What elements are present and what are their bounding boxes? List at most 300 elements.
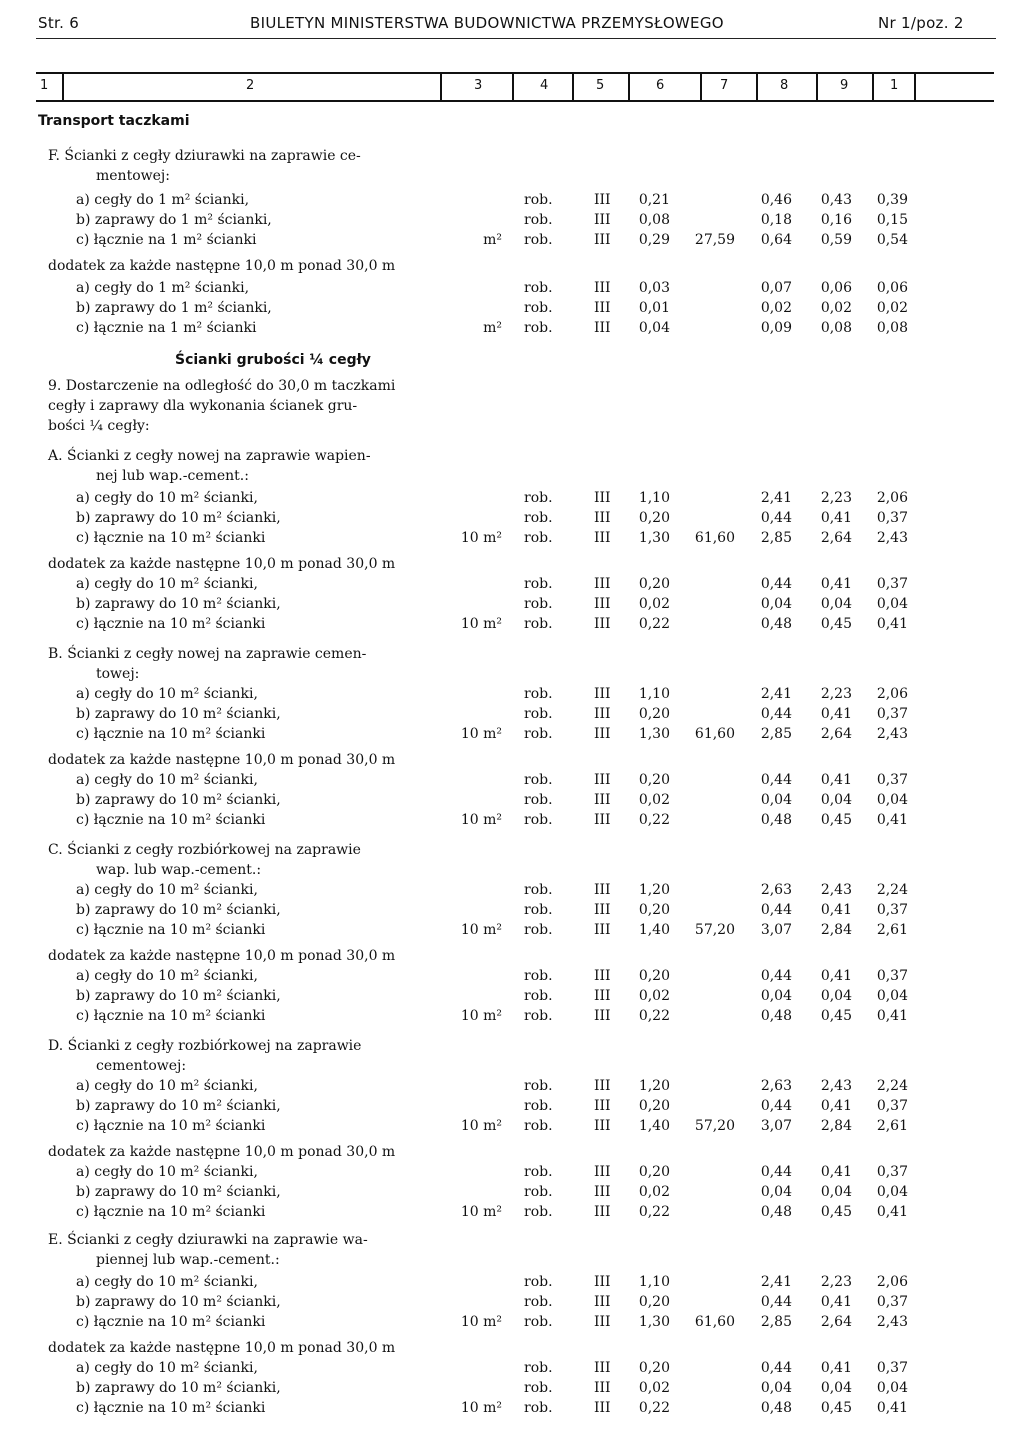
value-col8: 2,41 xyxy=(760,686,792,702)
value-col6: 1,30 xyxy=(638,530,670,546)
value-col6: 0,03 xyxy=(638,280,670,296)
table-row xyxy=(0,418,1024,438)
section-label: Transport taczkami xyxy=(38,113,190,129)
value-col8: 0,44 xyxy=(760,576,792,592)
table-row xyxy=(0,1340,1024,1360)
table-row xyxy=(0,948,1024,968)
value-col8: 2,85 xyxy=(760,1314,792,1330)
value-col10: 0,37 xyxy=(876,1294,908,1310)
row-description: E. Ścianki z cegły dziurawki na zaprawie wa- xyxy=(48,1232,368,1248)
value-col10: 0,41 xyxy=(876,812,908,828)
category: III xyxy=(594,1204,611,1220)
row-description: c) łącznie na 1 m² ścianki xyxy=(76,320,257,336)
unit: 10 m² xyxy=(460,1314,502,1330)
category: III xyxy=(594,922,611,938)
work-type: rob. xyxy=(524,596,553,612)
value-col6: 0,02 xyxy=(638,596,670,612)
table-row xyxy=(0,752,1024,772)
value-col9: 0,59 xyxy=(820,232,852,248)
value-col9: 2,23 xyxy=(820,1274,852,1290)
unit: 10 m² xyxy=(460,1008,502,1024)
value-col9: 0,16 xyxy=(820,212,852,228)
table-row xyxy=(0,168,1024,188)
row-description: dodatek za każde następne 10,0 m ponad 30,0 m xyxy=(48,258,396,274)
category: III xyxy=(594,320,611,336)
value-col8: 0,04 xyxy=(760,1184,792,1200)
value-col6: 0,20 xyxy=(638,510,670,526)
value-col10: 0,06 xyxy=(876,280,908,296)
value-col6: 1,30 xyxy=(638,726,670,742)
value-col6: 0,02 xyxy=(638,988,670,1004)
column-separator xyxy=(700,74,702,100)
issue-number: Nr 1/poz. 2 xyxy=(878,14,964,32)
table-row xyxy=(0,666,1024,686)
row-description: c) łącznie na 10 m² ścianki xyxy=(76,726,266,742)
work-type: rob. xyxy=(524,1098,553,1114)
row-description: b) zaprawy do 10 m² ścianki, xyxy=(76,792,281,808)
value-col8: 0,04 xyxy=(760,792,792,808)
row-description: c) łącznie na 10 m² ścianki xyxy=(76,1118,266,1134)
value-col9: 0,45 xyxy=(820,1204,852,1220)
unit: 10 m² xyxy=(460,812,502,828)
value-col9: 0,41 xyxy=(820,968,852,984)
row-description: bości ¼ cegły: xyxy=(48,418,150,434)
table-row xyxy=(0,1400,1024,1420)
row-description: A. Ścianki z cegły nowej na zaprawie wapien- xyxy=(48,448,371,464)
value-col8: 0,48 xyxy=(760,616,792,632)
value-col10: 0,54 xyxy=(876,232,908,248)
row-description: nej lub wap.-cement.: xyxy=(96,468,249,484)
column-number: 5 xyxy=(596,78,605,93)
category: III xyxy=(594,902,611,918)
row-description: b) zaprawy do 1 m² ścianki, xyxy=(76,212,272,228)
value-col10: 0,08 xyxy=(876,320,908,336)
table-row xyxy=(0,1274,1024,1294)
value-col9: 0,41 xyxy=(820,706,852,722)
table-row xyxy=(0,1118,1024,1138)
value-col8: 0,64 xyxy=(760,232,792,248)
value-col8: 0,04 xyxy=(760,1380,792,1396)
value-col9: 0,41 xyxy=(820,902,852,918)
value-col10: 0,37 xyxy=(876,968,908,984)
row-description: cementowej: xyxy=(96,1058,187,1074)
work-type: rob. xyxy=(524,1360,553,1376)
value-col8: 0,02 xyxy=(760,300,792,316)
table-row xyxy=(0,468,1024,488)
value-col10: 0,04 xyxy=(876,1184,908,1200)
header-rule xyxy=(36,38,996,39)
work-type: rob. xyxy=(524,1204,553,1220)
table-row xyxy=(0,490,1024,510)
value-col8: 0,07 xyxy=(760,280,792,296)
work-type: rob. xyxy=(524,510,553,526)
table-row xyxy=(0,148,1024,168)
value-col8: 0,44 xyxy=(760,1360,792,1376)
table-row xyxy=(0,988,1024,1008)
category: III xyxy=(594,1360,611,1376)
table-row xyxy=(0,922,1024,942)
work-type: rob. xyxy=(524,530,553,546)
work-type: rob. xyxy=(524,232,553,248)
table-row xyxy=(0,1204,1024,1224)
value-col10: 2,61 xyxy=(876,922,908,938)
row-description: c) łącznie na 10 m² ścianki xyxy=(76,1008,266,1024)
row-description: a) cegły do 10 m² ścianki, xyxy=(76,1078,258,1094)
work-type: rob. xyxy=(524,686,553,702)
table-row xyxy=(0,1252,1024,1272)
value-col10: 2,43 xyxy=(876,726,908,742)
table-row xyxy=(0,398,1024,418)
row-description: a) cegły do 1 m² ścianki, xyxy=(76,192,250,208)
value-col10: 2,43 xyxy=(876,530,908,546)
value-col8: 0,44 xyxy=(760,1164,792,1180)
work-type: rob. xyxy=(524,988,553,1004)
work-type: rob. xyxy=(524,1008,553,1024)
value-col9: 0,45 xyxy=(820,1008,852,1024)
row-description: a) cegły do 10 m² ścianki, xyxy=(76,968,258,984)
column-separator xyxy=(62,74,64,100)
value-col9: 0,41 xyxy=(820,576,852,592)
row-description: c) łącznie na 10 m² ścianki xyxy=(76,1400,266,1416)
value-col6: 1,40 xyxy=(638,1118,670,1134)
table-row xyxy=(0,792,1024,812)
category: III xyxy=(594,1400,611,1416)
column-number: 1 xyxy=(890,78,899,93)
column-number: 9 xyxy=(840,78,849,93)
table-row xyxy=(0,280,1024,300)
value-col10: 0,15 xyxy=(876,212,908,228)
table-row xyxy=(0,686,1024,706)
work-type: rob. xyxy=(524,192,553,208)
category: III xyxy=(594,1184,611,1200)
row-description: b) zaprawy do 10 m² ścianki, xyxy=(76,596,281,612)
row-description: b) zaprawy do 10 m² ścianki, xyxy=(76,1098,281,1114)
value-col9: 0,45 xyxy=(820,812,852,828)
table-row xyxy=(0,1058,1024,1078)
value-col8: 0,44 xyxy=(760,902,792,918)
table-row xyxy=(0,232,1024,252)
value-col7: 57,20 xyxy=(694,1118,735,1134)
row-description: a) cegły do 10 m² ścianki, xyxy=(76,686,258,702)
work-type: rob. xyxy=(524,1380,553,1396)
value-col9: 0,04 xyxy=(820,792,852,808)
value-col8: 2,41 xyxy=(760,1274,792,1290)
category: III xyxy=(594,232,611,248)
column-separator xyxy=(756,74,758,100)
work-type: rob. xyxy=(524,812,553,828)
row-description: a) cegły do 1 m² ścianki, xyxy=(76,280,250,296)
category: III xyxy=(594,1294,611,1310)
row-description: c) łącznie na 10 m² ścianki xyxy=(76,812,266,828)
value-col8: 0,48 xyxy=(760,812,792,828)
value-col7: 61,60 xyxy=(694,530,735,546)
row-description: b) zaprawy do 1 m² ścianki, xyxy=(76,300,272,316)
value-col10: 0,39 xyxy=(876,192,908,208)
value-col6: 0,20 xyxy=(638,772,670,788)
value-col6: 0,22 xyxy=(638,1400,670,1416)
category: III xyxy=(594,300,611,316)
value-col7: 61,60 xyxy=(694,726,735,742)
value-col9: 0,45 xyxy=(820,616,852,632)
category: III xyxy=(594,1314,611,1330)
value-col8: 0,48 xyxy=(760,1400,792,1416)
table-row xyxy=(0,448,1024,468)
unit: 10 m² xyxy=(460,1400,502,1416)
value-col8: 0,04 xyxy=(760,988,792,1004)
value-col6: 1,30 xyxy=(638,1314,670,1330)
category: III xyxy=(594,1098,611,1114)
column-separator xyxy=(512,74,514,100)
table-row xyxy=(0,646,1024,666)
work-type: rob. xyxy=(524,706,553,722)
row-description: b) zaprawy do 10 m² ścianki, xyxy=(76,510,281,526)
row-description: dodatek za każde następne 10,0 m ponad 30,0 m xyxy=(48,948,396,964)
table-row xyxy=(0,1098,1024,1118)
value-col6: 0,22 xyxy=(638,1008,670,1024)
table-row xyxy=(0,258,1024,278)
category: III xyxy=(594,1118,611,1134)
value-col10: 2,43 xyxy=(876,1314,908,1330)
work-type: rob. xyxy=(524,1184,553,1200)
value-col10: 0,37 xyxy=(876,1164,908,1180)
publication-title: BIULETYN MINISTERSTWA BUDOWNICTWA PRZEMYSŁOWEGO xyxy=(250,14,724,32)
work-type: rob. xyxy=(524,1314,553,1330)
value-col9: 0,41 xyxy=(820,510,852,526)
value-col9: 0,02 xyxy=(820,300,852,316)
value-col9: 2,64 xyxy=(820,530,852,546)
value-col8: 0,04 xyxy=(760,596,792,612)
value-col6: 0,20 xyxy=(638,1294,670,1310)
table-row xyxy=(0,812,1024,832)
column-separator xyxy=(572,74,574,100)
value-col9: 0,41 xyxy=(820,1360,852,1376)
row-description: Ścianki grubości ¼ cegły xyxy=(175,352,371,368)
value-col9: 2,84 xyxy=(820,922,852,938)
value-col8: 2,63 xyxy=(760,882,792,898)
value-col8: 0,18 xyxy=(760,212,792,228)
work-type: rob. xyxy=(524,882,553,898)
category: III xyxy=(594,792,611,808)
work-type: rob. xyxy=(524,792,553,808)
value-col9: 0,04 xyxy=(820,596,852,612)
value-col10: 0,41 xyxy=(876,616,908,632)
category: III xyxy=(594,968,611,984)
value-col6: 0,20 xyxy=(638,706,670,722)
value-col6: 0,20 xyxy=(638,902,670,918)
value-col6: 0,20 xyxy=(638,1164,670,1180)
category: III xyxy=(594,1008,611,1024)
category: III xyxy=(594,1164,611,1180)
column-number: 2 xyxy=(246,78,255,93)
row-description: a) cegły do 10 m² ścianki, xyxy=(76,1274,258,1290)
row-description: c) łącznie na 10 m² ścianki xyxy=(76,530,266,546)
table-row xyxy=(0,1164,1024,1184)
row-description: a) cegły do 10 m² ścianki, xyxy=(76,882,258,898)
column-number: 3 xyxy=(474,78,483,93)
row-description: b) zaprawy do 10 m² ścianki, xyxy=(76,1184,281,1200)
row-description: b) zaprawy do 10 m² ścianki, xyxy=(76,988,281,1004)
table-row xyxy=(0,596,1024,616)
category: III xyxy=(594,530,611,546)
category: III xyxy=(594,616,611,632)
table-row xyxy=(0,1380,1024,1400)
value-col8: 0,44 xyxy=(760,1294,792,1310)
value-col6: 0,02 xyxy=(638,1184,670,1200)
row-description: a) cegły do 10 m² ścianki, xyxy=(76,576,258,592)
work-type: rob. xyxy=(524,1274,553,1290)
value-col6: 0,22 xyxy=(638,1204,670,1220)
value-col10: 0,41 xyxy=(876,1008,908,1024)
page-number: Str. 6 xyxy=(38,14,80,32)
value-col10: 0,37 xyxy=(876,706,908,722)
value-col6: 0,20 xyxy=(638,1360,670,1376)
row-description: piennej lub wap.-cement.: xyxy=(96,1252,280,1268)
value-col8: 0,48 xyxy=(760,1204,792,1220)
value-col6: 1,10 xyxy=(638,686,670,702)
work-type: rob. xyxy=(524,902,553,918)
work-type: rob. xyxy=(524,280,553,296)
row-description: b) zaprawy do 10 m² ścianki, xyxy=(76,1380,281,1396)
work-type: rob. xyxy=(524,726,553,742)
work-type: rob. xyxy=(524,922,553,938)
value-col8: 2,85 xyxy=(760,530,792,546)
value-col9: 2,43 xyxy=(820,1078,852,1094)
unit: 10 m² xyxy=(460,1118,502,1134)
value-col10: 2,06 xyxy=(876,1274,908,1290)
table-row xyxy=(0,1038,1024,1058)
category: III xyxy=(594,192,611,208)
value-col6: 0,29 xyxy=(638,232,670,248)
row-description: C. Ścianki z cegły rozbiórkowej na zaprawie xyxy=(48,842,361,858)
unit: m² xyxy=(483,232,502,248)
row-description: dodatek za każde następne 10,0 m ponad 30,0 m xyxy=(48,752,396,768)
value-col6: 0,02 xyxy=(638,792,670,808)
table-row xyxy=(0,842,1024,862)
value-col9: 0,04 xyxy=(820,1380,852,1396)
value-col9: 0,45 xyxy=(820,1400,852,1416)
value-col8: 3,07 xyxy=(760,922,792,938)
value-col10: 0,02 xyxy=(876,300,908,316)
row-description: B. Ścianki z cegły nowej na zaprawie cemen- xyxy=(48,646,367,662)
row-description: c) łącznie na 10 m² ścianki xyxy=(76,616,266,632)
category: III xyxy=(594,686,611,702)
table-row xyxy=(0,300,1024,320)
unit: 10 m² xyxy=(460,530,502,546)
table-row xyxy=(0,212,1024,232)
value-col8: 2,85 xyxy=(760,726,792,742)
table-row xyxy=(0,726,1024,746)
category: III xyxy=(594,706,611,722)
value-col6: 0,20 xyxy=(638,576,670,592)
column-number: 1 xyxy=(40,78,49,93)
page-header xyxy=(0,0,1024,60)
value-col10: 0,41 xyxy=(876,1400,908,1416)
value-col8: 0,09 xyxy=(760,320,792,336)
value-col6: 0,21 xyxy=(638,192,670,208)
table-row xyxy=(0,576,1024,596)
column-separator xyxy=(872,74,874,100)
work-type: rob. xyxy=(524,1400,553,1416)
value-col8: 0,44 xyxy=(760,510,792,526)
value-col8: 0,44 xyxy=(760,772,792,788)
value-col6: 0,20 xyxy=(638,968,670,984)
table-row xyxy=(0,882,1024,902)
row-description: b) zaprawy do 10 m² ścianki, xyxy=(76,1294,281,1310)
category: III xyxy=(594,280,611,296)
row-description: 9. Dostarczenie na odległość do 30,0 m taczkami xyxy=(48,378,396,394)
value-col10: 0,04 xyxy=(876,596,908,612)
work-type: rob. xyxy=(524,490,553,506)
work-type: rob. xyxy=(524,1164,553,1180)
value-col9: 2,43 xyxy=(820,882,852,898)
value-col6: 1,20 xyxy=(638,882,670,898)
value-col8: 0,48 xyxy=(760,1008,792,1024)
value-col6: 1,40 xyxy=(638,922,670,938)
table-row xyxy=(0,1144,1024,1164)
category: III xyxy=(594,812,611,828)
row-description: a) cegły do 10 m² ścianki, xyxy=(76,490,258,506)
column-separator xyxy=(914,74,916,100)
value-col10: 2,24 xyxy=(876,882,908,898)
category: III xyxy=(594,726,611,742)
work-type: rob. xyxy=(524,772,553,788)
value-col6: 0,02 xyxy=(638,1380,670,1396)
work-type: rob. xyxy=(524,616,553,632)
value-col6: 1,10 xyxy=(638,1274,670,1290)
work-type: rob. xyxy=(524,968,553,984)
value-col8: 2,63 xyxy=(760,1078,792,1094)
value-col9: 0,41 xyxy=(820,1294,852,1310)
value-col9: 0,41 xyxy=(820,1098,852,1114)
row-description: dodatek za każde następne 10,0 m ponad 30,0 m xyxy=(48,1144,396,1160)
value-col8: 3,07 xyxy=(760,1118,792,1134)
table-row xyxy=(0,1294,1024,1314)
value-col9: 0,04 xyxy=(820,988,852,1004)
value-col7: 57,20 xyxy=(694,922,735,938)
table-row xyxy=(0,616,1024,636)
value-col8: 0,44 xyxy=(760,968,792,984)
value-col7: 61,60 xyxy=(694,1314,735,1330)
table-row xyxy=(0,530,1024,550)
table-row xyxy=(0,378,1024,398)
value-col6: 0,04 xyxy=(638,320,670,336)
value-col8: 0,46 xyxy=(760,192,792,208)
value-col9: 0,04 xyxy=(820,1184,852,1200)
value-col9: 0,41 xyxy=(820,1164,852,1180)
value-col10: 2,06 xyxy=(876,686,908,702)
unit: m² xyxy=(483,320,502,336)
table-row xyxy=(0,706,1024,726)
row-description: mentowej: xyxy=(96,168,170,184)
work-type: rob. xyxy=(524,1078,553,1094)
value-col8: 0,44 xyxy=(760,1098,792,1114)
unit: 10 m² xyxy=(460,922,502,938)
value-col9: 2,23 xyxy=(820,686,852,702)
row-description: a) cegły do 10 m² ścianki, xyxy=(76,1164,258,1180)
category: III xyxy=(594,882,611,898)
category: III xyxy=(594,988,611,1004)
category: III xyxy=(594,490,611,506)
row-description: c) łącznie na 10 m² ścianki xyxy=(76,1204,266,1220)
row-description: dodatek za każde następne 10,0 m ponad 30,0 m xyxy=(48,1340,396,1356)
value-col10: 2,06 xyxy=(876,490,908,506)
table-row xyxy=(0,1008,1024,1028)
work-type: rob. xyxy=(524,320,553,336)
category: III xyxy=(594,772,611,788)
table-row xyxy=(0,1360,1024,1380)
value-col8: 2,41 xyxy=(760,490,792,506)
value-col10: 0,37 xyxy=(876,1098,908,1114)
